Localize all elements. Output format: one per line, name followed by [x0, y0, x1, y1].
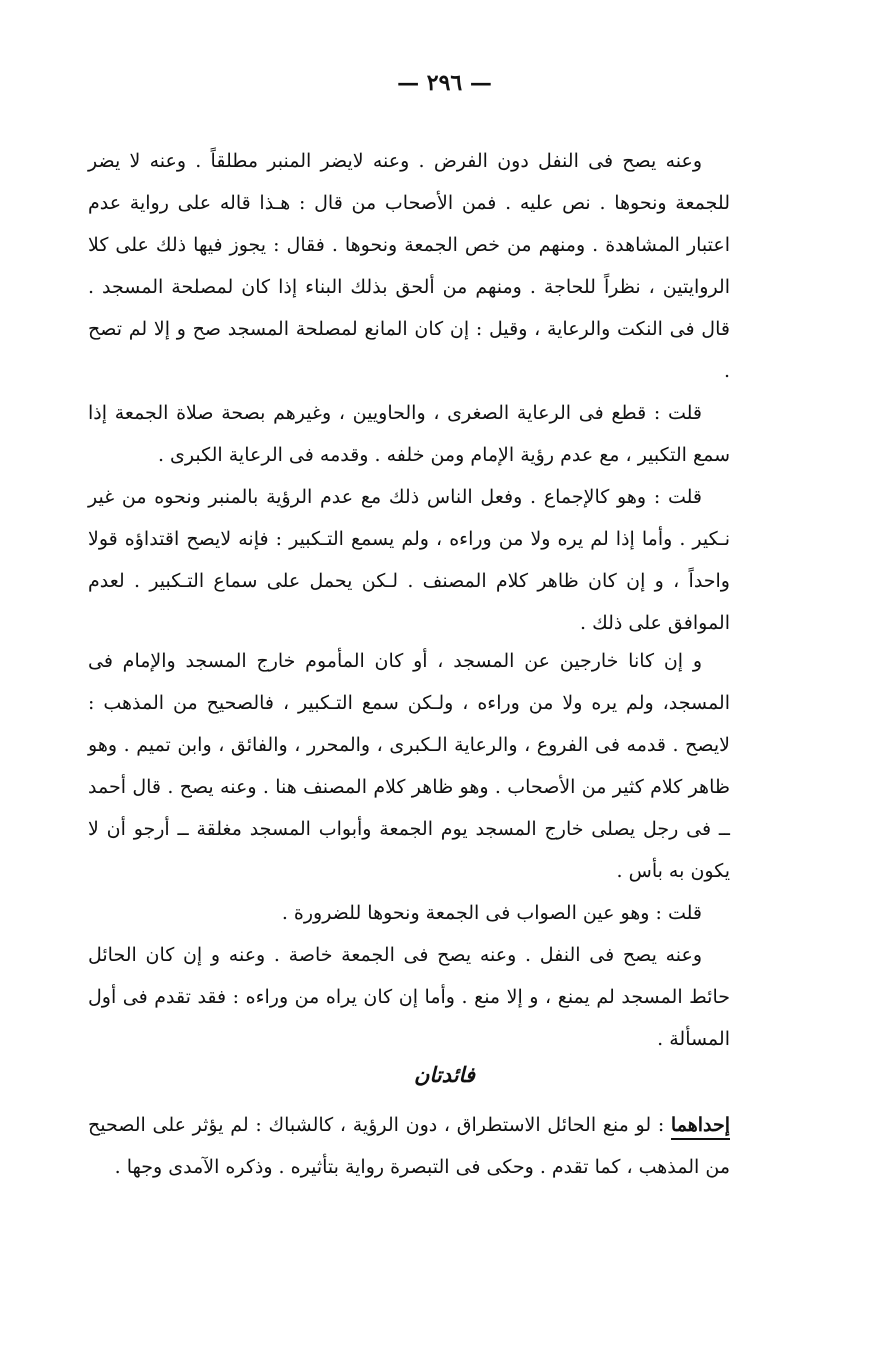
- paragraph-7: [88, 1104, 730, 1188]
- text-block-3: [88, 1104, 730, 1188]
- paragraph-1: وعنه يصح فى النفل دون الفرض . وعنه لايضر المنبر مطلقاً . وعنه لا يضر للجمعة ونحوها . نص عليه . فمن الأصحاب من قال : هـذا قاله على رواية عدم اعتبار المشاهدة . ومنهم من خص الجمعة ونحوها . فقال : يجوز فيها ذلك على كلا الروايتين ، نظراً للحاجة . ومنهم من ألحق بذلك البناء إذا كان لمصلحة المسجد . قال فى النكت والرعاية ، وقيل : إن كان المانع لمصلحة المسجد صح و إلا لم تصح .: [88, 150, 730, 382]
- paragraph-3: قلت : وهو كالإجماع . وفعل الناس ذلك مع عدم الرؤية بالمنبر ونحوه من غير نـكير . وأما إذا لم يره ولا من وراءه ، ولم يسمع التـكبير : فإنه لايصح اقتداؤه قولا واحداً ، و إن كان ظاهر كلام المصنف . لـكن يحمل على سماع التـكبير . لعدم الموافق على ذلك .: [88, 486, 730, 634]
- paragraph-4: و إن كانا خارجين عن المسجد ، أو كان المأموم خارج المسجد والإمام فى المسجد، ولم يره ولا من وراءه ، ولـكن سمع التـكبير ، فالصحيح من المذهب : لايصح . قدمه فى الفروع ، والرعاية الـكبرى ، والمحرر ، والفائق ، وابن تميم . وهو ظاهر كلام كثير من الأصحاب . وهو ظاهر كلام المصنف هنا . وعنه يصح . قال أحمد ــ فى رجل يصلى خارج المسجد يوم الجمعة وأبواب المسجد مغلقة ــ أرجو أن لا يكون به بأس .: [88, 650, 730, 882]
- paragraph-6: وعنه يصح فى النفل . وعنه يصح فى الجمعة خاصة . وعنه و إن كان الحائل حائط المسجد لم يمنع ، و إلا منع . وأما إن كان يراه من وراءه : فقد تقدم فى أول المسألة .: [88, 944, 730, 1050]
- paragraph-7-text: : لو منع الحائل الاستطراق ، دون الرؤية ، كالشباك : لم يؤثر على الصحيح من المذهب ، كما تقدم . وحكى فى التبصرة رواية بتأثيره . وذكره الآمدى وجها .: [88, 1114, 730, 1178]
- text-block-2: [88, 640, 730, 1060]
- lead-word: إحداهما: [671, 1114, 730, 1140]
- section-heading: فائدتان: [414, 1062, 475, 1087]
- page-number: — ٢٩٦ —: [397, 70, 492, 96]
- paragraph-5: قلت : وهو عين الصواب فى الجمعة ونحوها للضرورة .: [281, 902, 702, 924]
- paragraph-2: قلت : قطع فى الرعاية الصغرى ، والحاويين ، وغيرهم بصحة صلاة الجمعة إذا سمع التكبير ، مع عدم رؤية الإمام ومن خلفه . وقدمه فى الرعاية الكبرى .: [88, 402, 730, 466]
- text-block-1: [88, 140, 730, 644]
